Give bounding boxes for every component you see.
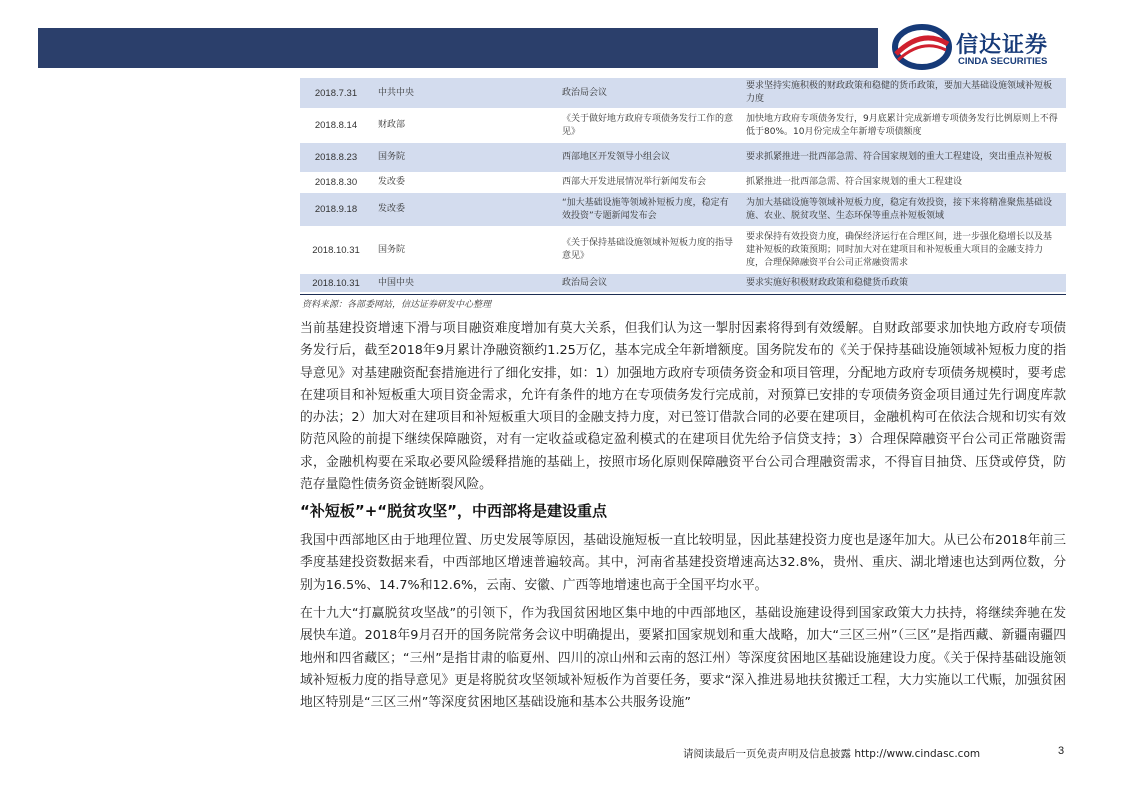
table-row: [300, 227, 1066, 274]
table-row: [300, 143, 1066, 173]
cell-doc: 政治局会议: [556, 274, 740, 293]
policy-table: [300, 78, 1066, 293]
cell-doc: 西部大开发进展情况举行新闻发布会: [556, 173, 740, 193]
cell-dept: 发改委: [372, 173, 556, 193]
section-heading: “补短板”+“脱贫攻坚”，中西部将是建设重点: [300, 502, 608, 520]
cell-dept: 国务院: [372, 143, 556, 173]
cell-doc: 《关于做好地方政府专项债务发行工作的意见》: [556, 109, 740, 143]
table-row: [300, 109, 1066, 143]
cell-content: 要求抓紧推进一批西部急需、符合国家规划的重大工程建设，突出重点补短板: [740, 143, 1066, 173]
table-source-note: 资料来源：各部委网站，信达证券研发中心整理: [302, 300, 492, 310]
cell-dept: 财政部: [372, 109, 556, 143]
cell-date: 2018.10.31: [300, 274, 372, 293]
body-paragraph: 当前基建投资增速下滑与项目融资难度增加有莫大关系，但我们认为这一掣肘因素将得到有效缓解。自财政部要求加快地方政府专项债务发行后，截至2018年9月累计净融资额约1.25万亿，基本完成全年新增额度。国务院发布的《关于保持基础设施领域补短板力度的指导意见》对基建融资配套措施进行了细化安排，如：1）加强地方政府专项债务资金和项目管理，分配地方政府专项债务规模时，要考虑在建项目和补短板重大项目资金需求，允许有条件的地方在专项债务发行完成前，对预算已安排的专项债务资金项目通过先行调度库款的办法；2）加大对在建项目和补短板重大项目的金融支持力度，对已签订借款合同的必要在建项目，金融机构可在依法合规和切实有效防范风险的前提下继续保障融资，对有一定收益或稳定盈利模式的在建项目优先给予信贷支持；3）合理保障融资平台公司正常融资需求，金融机构要在采取必要风险缓释措施的基础上，按照市场化原则保障融资平台公司合理融资需求，不得盲目抽贷、压贷或停贷，防范存量隐性债务资金链断裂风险。: [300, 321, 1066, 493]
cell-content: 要求坚持实施积极的财政政策和稳健的货币政策，要加大基础设施领域补短板力度: [740, 78, 1066, 109]
cell-doc: 政治局会议: [556, 78, 740, 109]
table-row: [300, 78, 1066, 109]
cell-content: 抓紧推进一批西部急需、符合国家规划的重大工程建设: [740, 173, 1066, 193]
cell-date: 2018.9.18: [300, 193, 372, 227]
footer-disclaimer: 请阅读最后一页免责声明及信息披露 http://www.cindasc.com: [683, 748, 981, 760]
cell-content: 加快地方政府专项债务发行，9月底累计完成新增专项债务发行比例原则上不得低于80%。10月份完成全年新增专项债额度: [740, 109, 1066, 143]
header-band: [38, 28, 878, 68]
cinda-logo-icon: [890, 22, 954, 72]
table-row: [300, 173, 1066, 193]
cell-content: 要求实施好积极财政政策和稳健货币政策: [740, 274, 1066, 293]
table-bottom-rule: [300, 294, 1066, 295]
body-paragraph: 在十九大“打赢脱贫攻坚战”的引领下，作为我国贫困地区集中地的中西部地区，基础设施建设得到国家政策大力扶持，将继续奔驰在发展快车道。2018年9月召开的国务院常务会议中明确提出，要紧扣国家规划和重大战略，加大“三区三州”（三区”是指西藏、新疆南疆四地州和四省藏区；“三州”是指甘肃的临夏州、四川的凉山州和云南的怒江州）等深度贫困地区基础设施建设力度。《关于保持基础设施领域补短板力度的指导意见》更是将脱贫攻坚领域补短板作为首要任务，要求“深入推进易地扶贫搬迁工程，大力实施以工代赈，加强贫困地区特别是“三区三州”等深度贫困地区基础设施和基本公共服务设施”: [300, 606, 1066, 711]
cell-date: 2018.8.23: [300, 143, 372, 173]
logo-text-en: CINDA SECURITIES: [958, 56, 1048, 67]
table-row: [300, 193, 1066, 227]
logo-text-cn: 信达证券: [956, 33, 1049, 58]
table-row: [300, 274, 1066, 293]
company-logo[interactable]: [890, 22, 1090, 74]
cell-dept: 发改委: [372, 193, 556, 227]
cell-content: 要求保持有效投资力度，确保经济运行在合理区间，进一步强化稳增长以及基建补短板的政策预期；同时加大对在建项目和补短板重大项目的金融支持力度，合理保障融资平台公司正常融资需求: [740, 227, 1066, 274]
page-number: 3: [1058, 745, 1065, 757]
cell-date: 2018.10.31: [300, 227, 372, 274]
cell-dept: 中共中央: [372, 78, 556, 109]
cell-date: 2018.7.31: [300, 78, 372, 109]
cell-content: 为加大基础设施等领域补短板力度，稳定有效投资，接下来将精准聚焦基础设施、农业、脱贫攻坚、生态环保等重点补短板领域: [740, 193, 1066, 227]
cell-dept: 国务院: [372, 227, 556, 274]
cell-doc: 西部地区开发领导小组会议: [556, 143, 740, 173]
cell-date: 2018.8.30: [300, 173, 372, 193]
cell-doc: 《关于保持基础设施领域补短板力度的指导意见》: [556, 227, 740, 274]
cell-dept: 中国中央: [372, 274, 556, 293]
body-paragraph: 我国中西部地区由于地理位置、历史发展等原因，基础设施短板一直比较明显，因此基建投资力度也是逐年加大。从已公布2018年前三季度基建投资数据来看，中西部地区增速普遍较高。其中，河南省基建投资增速高达32.8%，贵州、重庆、湖北增速也达到两位数，分别为16.5%、14.7%和12.6%，云南、安徽、广西等地增速也高于全国平均水平。: [300, 533, 1066, 593]
cell-date: 2018.8.14: [300, 109, 372, 143]
cell-doc: “加大基础设施等领域补短板力度，稳定有效投资”专题新闻发布会: [556, 193, 740, 227]
